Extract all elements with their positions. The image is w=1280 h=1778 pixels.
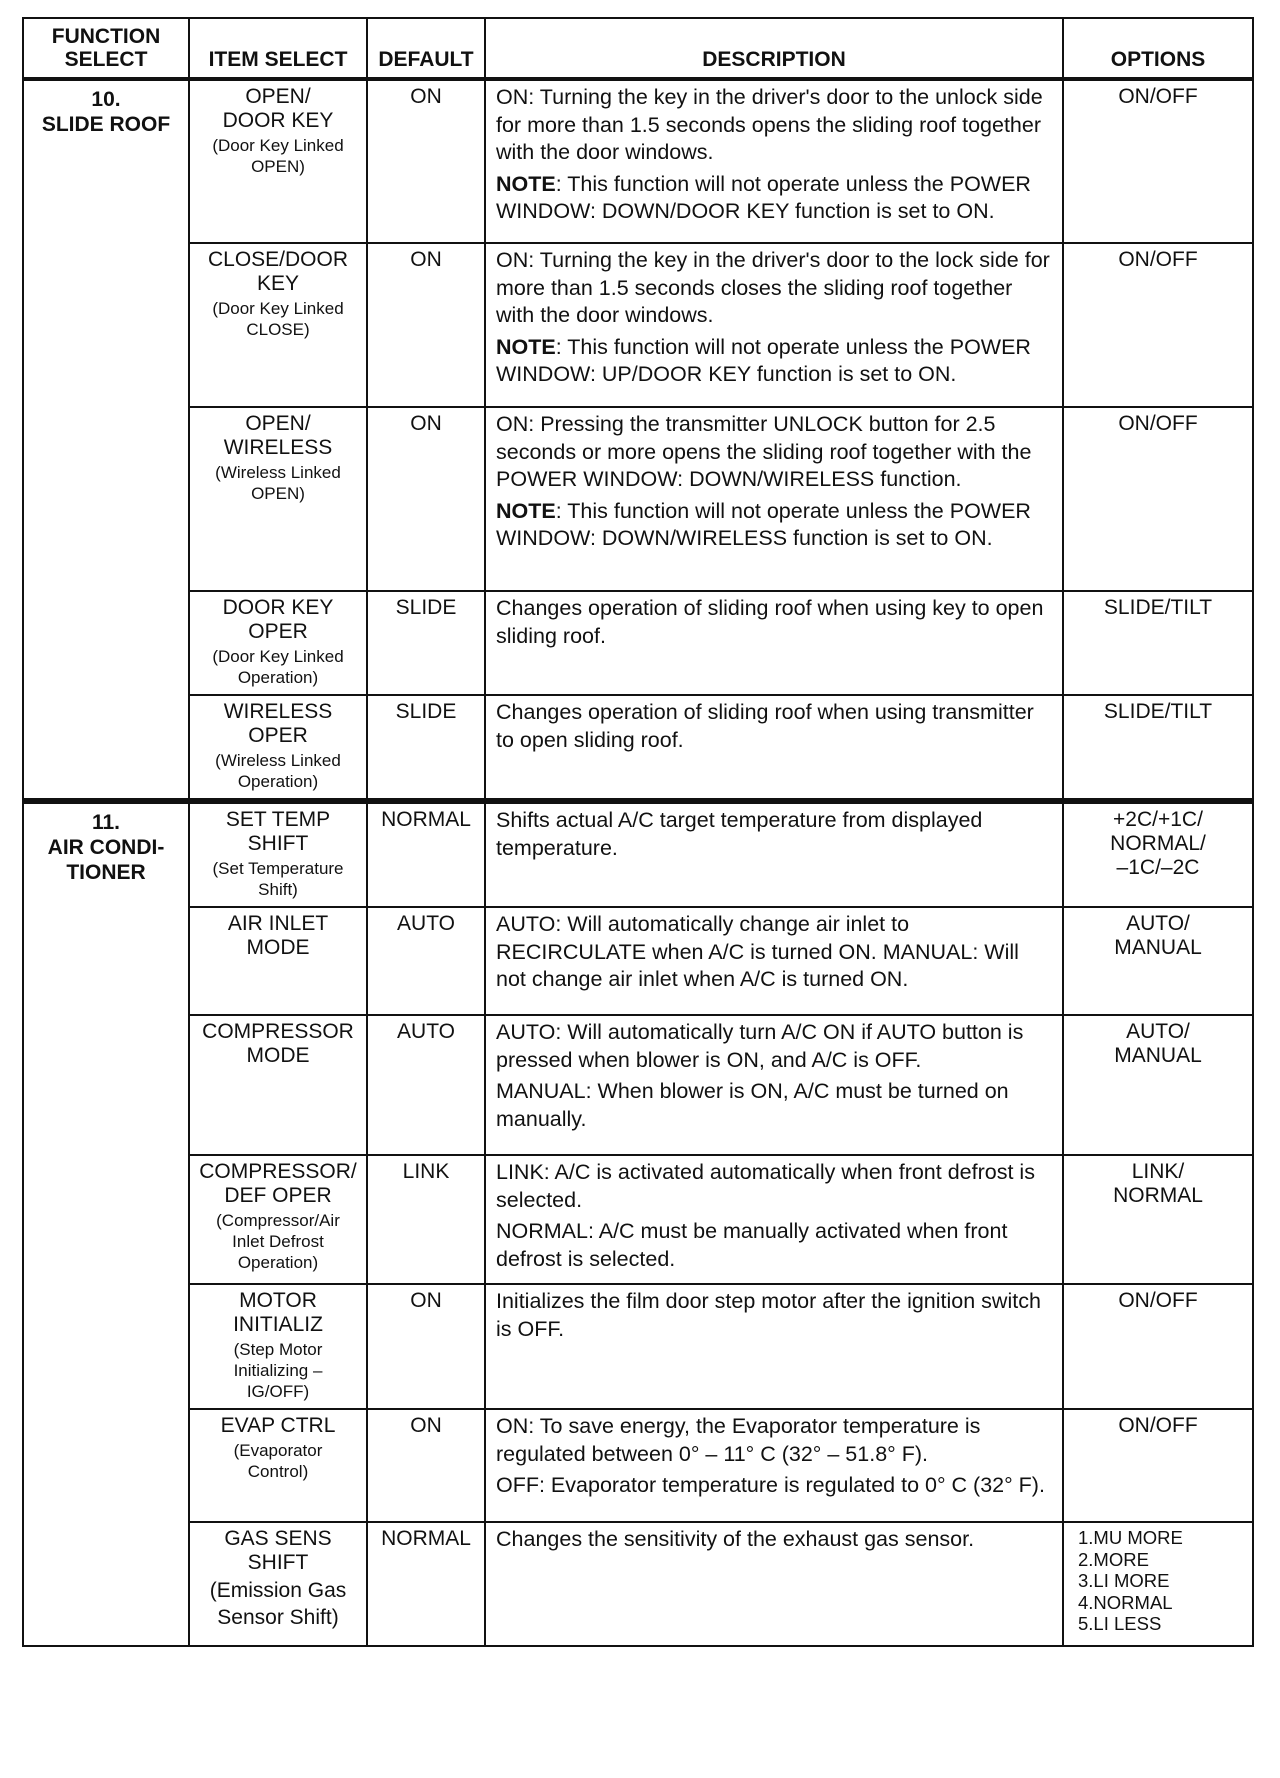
description-text: Shifts actual A/C target temperature from displayed temperature. bbox=[496, 808, 983, 860]
default-value: ON bbox=[367, 243, 485, 407]
default-value: LINK bbox=[367, 1155, 485, 1284]
item-select-cell bbox=[189, 1155, 367, 1284]
table-row bbox=[23, 243, 1253, 407]
description-paragraph bbox=[496, 1526, 1052, 1554]
item-label: CLOSE/DOOR KEY bbox=[207, 248, 349, 295]
item-select-cell bbox=[189, 407, 367, 591]
description-cell bbox=[485, 1015, 1063, 1155]
item-label: COMPRESSOR/ DEF OPER bbox=[199, 1160, 357, 1207]
function-name: AIR CONDI- TIONER bbox=[47, 836, 165, 884]
description-text: ON: Pressing the transmitter UNLOCK button for 2.5 seconds or more opens the sliding roof together with the POWER WINDOW: DOWN/WIRELESS function. bbox=[496, 412, 1032, 491]
options-value: AUTO/ MANUAL bbox=[1063, 907, 1253, 1015]
item-select-cell bbox=[189, 1015, 367, 1155]
table-row bbox=[23, 591, 1253, 695]
table-row bbox=[23, 801, 1253, 907]
default-value: SLIDE bbox=[367, 591, 485, 695]
description-paragraph bbox=[496, 84, 1052, 167]
description-paragraph bbox=[496, 807, 1052, 862]
table-row bbox=[23, 695, 1253, 801]
item-sublabel: (Compressor/Air Inlet Defrost Operation) bbox=[216, 1211, 340, 1272]
default-value: SLIDE bbox=[367, 695, 485, 801]
description-paragraph bbox=[496, 411, 1052, 494]
item-select-cell bbox=[189, 1409, 367, 1522]
note-label: NOTE bbox=[496, 498, 556, 523]
item-select-cell bbox=[189, 801, 367, 907]
default-value: ON bbox=[367, 1409, 485, 1522]
description-text: MANUAL: When blower is ON, A/C must be turned on manually. bbox=[496, 1079, 1009, 1131]
function-number: 11. bbox=[91, 811, 121, 834]
item-label: OPEN/ DOOR KEY bbox=[222, 85, 334, 132]
options-value: LINK/ NORMAL bbox=[1063, 1155, 1253, 1284]
options-value: SLIDE/TILT bbox=[1063, 591, 1253, 695]
description-text: : This function will not operate unless the POWER WINDOW: UP/DOOR KEY function is set to ON. bbox=[496, 334, 1031, 386]
table-row bbox=[23, 1409, 1253, 1522]
description-cell bbox=[485, 1409, 1063, 1522]
description-text: Changes operation of sliding roof when using transmitter to open sliding roof. bbox=[496, 700, 1034, 752]
header-default: DEFAULT bbox=[367, 18, 485, 79]
description-cell bbox=[485, 907, 1063, 1015]
table-row bbox=[23, 1522, 1253, 1646]
item-select-cell bbox=[189, 591, 367, 695]
header-options: OPTIONS bbox=[1063, 18, 1253, 79]
item-select-cell bbox=[189, 79, 367, 243]
description-paragraph bbox=[496, 1218, 1052, 1273]
item-label: DOOR KEY OPER bbox=[222, 596, 334, 643]
item-sublabel: (Wireless Linked Operation) bbox=[215, 751, 341, 791]
description-cell bbox=[485, 591, 1063, 695]
description-paragraph bbox=[496, 247, 1052, 330]
note-label: NOTE bbox=[496, 334, 556, 359]
description-text: Changes the sensitivity of the exhaust gas sensor. bbox=[496, 1527, 975, 1551]
item-label: WIRELESS OPER bbox=[223, 700, 333, 747]
description-cell bbox=[485, 79, 1063, 243]
description-text: AUTO: Will automatically turn A/C ON if AUTO button is pressed when blower is ON, and A/C is OFF. bbox=[496, 1020, 1024, 1072]
item-select-cell bbox=[189, 695, 367, 801]
description-paragraph bbox=[496, 334, 1052, 389]
settings-document bbox=[22, 17, 1252, 1647]
default-value: ON bbox=[367, 79, 485, 243]
description-text: ON: Turning the key in the driver's door to the lock side for more than 1.5 seconds closes the sliding roof together with the door windows. bbox=[496, 248, 1050, 327]
description-paragraph bbox=[496, 498, 1052, 553]
item-select-cell bbox=[189, 907, 367, 1015]
item-label: OPEN/ WIRELESS bbox=[223, 412, 333, 459]
item-label: AIR INLET MODE bbox=[227, 912, 329, 959]
description-cell bbox=[485, 1155, 1063, 1284]
function-cell bbox=[23, 801, 189, 1646]
default-value: ON bbox=[367, 1284, 485, 1409]
description-cell bbox=[485, 695, 1063, 801]
item-label: COMPRESSOR MODE bbox=[202, 1020, 354, 1067]
table-header bbox=[23, 18, 1253, 79]
options-value: ON/OFF bbox=[1063, 243, 1253, 407]
note-label: NOTE bbox=[496, 171, 556, 196]
description-paragraph bbox=[496, 1019, 1052, 1074]
default-value: AUTO bbox=[367, 907, 485, 1015]
options-value: ON/OFF bbox=[1063, 407, 1253, 591]
item-sublabel: (Door Key Linked OPEN) bbox=[212, 136, 344, 176]
description-text: : This function will not operate unless the POWER WINDOW: DOWN/DOOR KEY function is set to ON. bbox=[496, 171, 1031, 223]
options-value: SLIDE/TILT bbox=[1063, 695, 1253, 801]
description-text: OFF: Evaporator temperature is regulated to 0° C (32° F). bbox=[496, 1473, 1045, 1497]
function-cell bbox=[23, 79, 189, 801]
description-paragraph bbox=[496, 1288, 1052, 1343]
description-text: NORMAL: A/C must be manually activated when front defrost is selected. bbox=[496, 1219, 1008, 1271]
item-sublabel: (Set Temperature Shift) bbox=[212, 859, 344, 899]
function-select-table bbox=[22, 17, 1254, 1647]
description-text: ON: Turning the key in the driver's door to the unlock side for more than 1.5 seconds opens the sliding roof together with the door windows. bbox=[496, 85, 1043, 164]
item-sublabel: (Evaporator Control) bbox=[233, 1441, 323, 1481]
options-value: +2C/+1C/ NORMAL/ –1C/–2C bbox=[1063, 801, 1253, 907]
description-text: LINK: A/C is activated automatically when front defrost is selected. bbox=[496, 1160, 1035, 1212]
description-text: ON: To save energy, the Evaporator temperature is regulated between 0° – 11° C (32° – 51.8° F). bbox=[496, 1414, 981, 1466]
default-value: AUTO bbox=[367, 1015, 485, 1155]
options-value: AUTO/ MANUAL bbox=[1063, 1015, 1253, 1155]
options-value: ON/OFF bbox=[1063, 1409, 1253, 1522]
item-sublabel: (Door Key Linked Operation) bbox=[212, 647, 344, 687]
description-cell bbox=[485, 1284, 1063, 1409]
description-paragraph bbox=[496, 1472, 1052, 1500]
function-number: 10. bbox=[91, 88, 121, 111]
description-cell bbox=[485, 243, 1063, 407]
options-value: ON/OFF bbox=[1063, 1284, 1253, 1409]
item-label: EVAP CTRL bbox=[220, 1414, 336, 1437]
description-text: : This function will not operate unless the POWER WINDOW: DOWN/WIRELESS function is set to ON. bbox=[496, 498, 1031, 550]
options-value: ON/OFF bbox=[1063, 79, 1253, 243]
item-select-cell bbox=[189, 1522, 367, 1646]
item-sublabel: (Emission Gas Sensor Shift) bbox=[209, 1579, 347, 1629]
item-sublabel: (Step Motor Initializing – IG/OFF) bbox=[233, 1340, 323, 1401]
description-cell bbox=[485, 1522, 1063, 1646]
item-sublabel: (Wireless Linked OPEN) bbox=[215, 463, 341, 503]
item-sublabel: (Door Key Linked CLOSE) bbox=[212, 299, 344, 339]
description-text: Changes operation of sliding roof when using key to open sliding roof. bbox=[496, 596, 1044, 648]
item-select-cell bbox=[189, 243, 367, 407]
description-paragraph bbox=[496, 911, 1052, 994]
table-row bbox=[23, 907, 1253, 1015]
default-value: NORMAL bbox=[367, 801, 485, 907]
description-paragraph bbox=[496, 699, 1052, 754]
item-label: MOTOR INITIALIZ bbox=[233, 1289, 323, 1336]
header-item-select: ITEM SELECT bbox=[189, 18, 367, 79]
description-paragraph bbox=[496, 1078, 1052, 1133]
header-description: DESCRIPTION bbox=[485, 18, 1063, 79]
table-body bbox=[23, 79, 1253, 1646]
header-function-select: FUNCTION SELECT bbox=[23, 18, 189, 79]
description-paragraph bbox=[496, 1413, 1052, 1468]
table-row bbox=[23, 1284, 1253, 1409]
default-value: NORMAL bbox=[367, 1522, 485, 1646]
options-value: 1.MU MORE 2.MORE 3.LI MORE 4.NORMAL 5.LI LESS bbox=[1063, 1522, 1253, 1646]
item-label: SET TEMP SHIFT bbox=[225, 808, 331, 855]
item-label: GAS SENS SHIFT bbox=[224, 1527, 332, 1574]
item-select-cell bbox=[189, 1284, 367, 1409]
default-value: ON bbox=[367, 407, 485, 591]
description-paragraph bbox=[496, 595, 1052, 650]
description-text: AUTO: Will automatically change air inlet to RECIRCULATE when A/C is turned ON. MANUAL: Will not change air inlet when A/C is turned ON. bbox=[496, 912, 1019, 991]
function-name: SLIDE ROOF bbox=[41, 113, 171, 136]
description-paragraph bbox=[496, 171, 1052, 226]
description-cell bbox=[485, 801, 1063, 907]
table-row bbox=[23, 79, 1253, 243]
table-row bbox=[23, 1015, 1253, 1155]
description-text: Initializes the film door step motor after the ignition switch is OFF. bbox=[496, 1289, 1041, 1341]
table-row bbox=[23, 407, 1253, 591]
description-paragraph bbox=[496, 1159, 1052, 1214]
description-cell bbox=[485, 407, 1063, 591]
table-row bbox=[23, 1155, 1253, 1284]
